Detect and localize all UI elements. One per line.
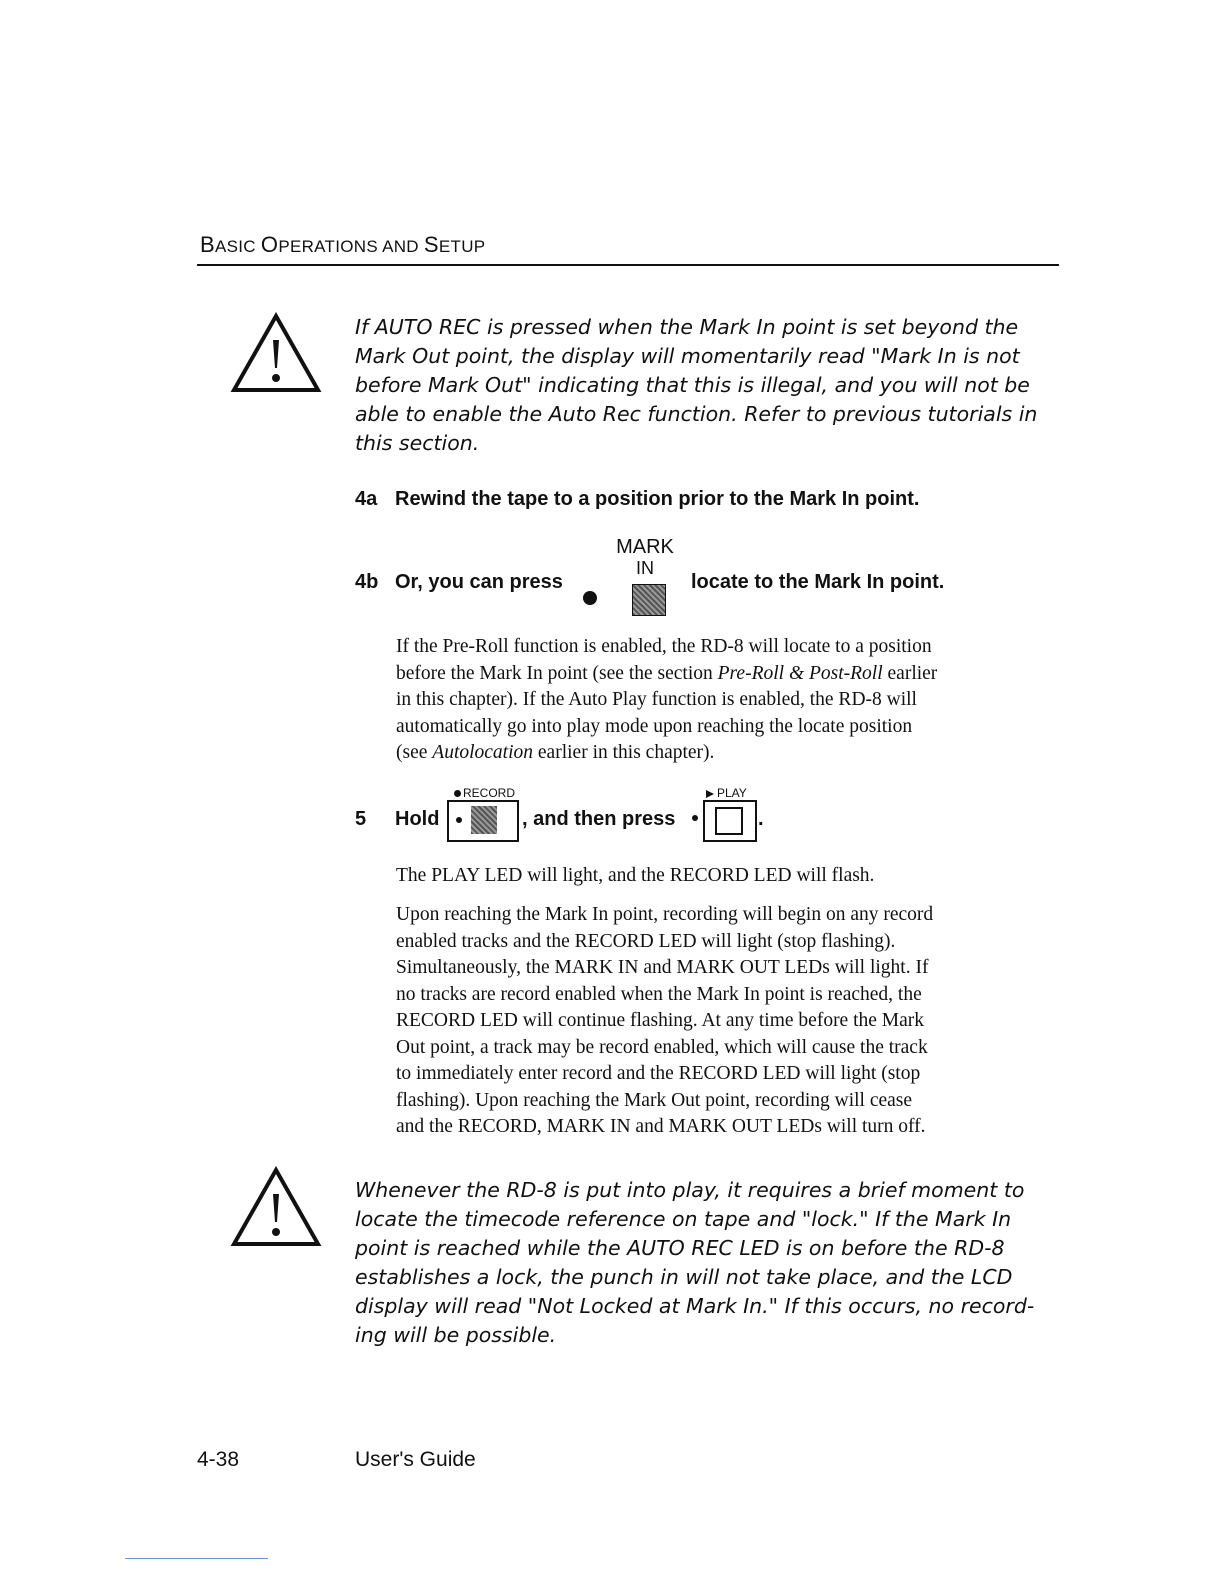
- mark-in-key-label: IN: [636, 558, 654, 578]
- paragraph-line: automatically go into play mode upon reaching the locate position: [396, 715, 913, 737]
- paragraph-line: Out point, a track may be record enabled, which will cause the track: [396, 1036, 928, 1058]
- section-header: [200, 232, 485, 258]
- title-capital: S: [423, 232, 439, 257]
- record-led-icon: [456, 817, 462, 823]
- note-line: display will read "Not Locked at Mark In." If this occurs, no record-: [355, 1294, 1035, 1318]
- warning-icon: [230, 1166, 322, 1248]
- note-line: before Mark Out" indicating that this is illegal, and you will not be: [355, 373, 1030, 397]
- title-smallcaps: ETUP: [438, 237, 486, 256]
- paragraph-line: before the Mark In point (see the section Pre-Roll & Post-Roll earlier: [396, 662, 938, 684]
- title-capital: O: [260, 232, 279, 257]
- header-rule: [197, 264, 1059, 266]
- mark-in-key-button[interactable]: [632, 584, 666, 616]
- section-title: [200, 232, 486, 257]
- paragraph-line: Upon reaching the Mark In point, recording will begin on any record: [396, 904, 934, 925]
- step-number-4a: 4a: [355, 488, 378, 510]
- record-key-face: [471, 806, 497, 834]
- paragraph-line: and the RECORD, MARK IN and MARK OUT LEDs will turn off.: [396, 1116, 926, 1137]
- title-capital: B: [200, 232, 215, 257]
- note-line: establishes a lock, the punch in will not take place, and the LCD: [355, 1265, 1013, 1289]
- play-key-face: [715, 807, 743, 835]
- note-line: ing will be possible.: [355, 1323, 557, 1347]
- mark-key-top-label: MARK: [616, 536, 674, 558]
- paragraph-preroll: [396, 634, 1076, 767]
- page-number: 4-38: [197, 1448, 240, 1471]
- paragraph-line: If the Pre-Roll function is enabled, the RD-8 will locate to a position: [396, 636, 932, 657]
- note-line: If AUTO REC is pressed when the Mark In point is set beyond the: [355, 315, 1019, 339]
- record-dot-icon: [454, 790, 461, 797]
- led-dot-icon: [583, 591, 597, 605]
- title-smallcaps: ASIC: [214, 237, 261, 256]
- play-key-button[interactable]: [703, 800, 757, 842]
- warning-icon: [230, 312, 322, 394]
- note-line: point is reached while the AUTO REC LED is on before the RD-8: [355, 1236, 1005, 1260]
- guide-label: User's Guide: [355, 1448, 476, 1471]
- record-key-button[interactable]: [447, 800, 519, 842]
- paragraph-line: enabled tracks and the RECORD LED will light (stop flashing).: [396, 930, 896, 952]
- play-key-label: [706, 786, 747, 800]
- warning-note-lock: [355, 1176, 1075, 1350]
- paragraph-line: to immediately enter record and the RECORD LED will light (stop: [396, 1063, 921, 1084]
- warning-note-auto-rec: [355, 313, 1075, 458]
- step-text-middle: , and then press: [522, 808, 676, 830]
- title-smallcaps: PERATIONS AND: [278, 237, 424, 256]
- note-line: this section.: [355, 431, 480, 455]
- record-key-label: [454, 786, 515, 800]
- paragraph-line: (see Autolocation earlier in this chapter).: [396, 742, 715, 763]
- step-text-end: .: [758, 808, 764, 830]
- note-line: able to enable the Auto Rec function. Refer to previous tutorials in: [355, 402, 1038, 426]
- note-line: Whenever the RD-8 is put into play, it requires a brief moment to: [355, 1178, 1025, 1202]
- step-number-4b: 4b: [355, 571, 379, 593]
- step-text-4b-after: locate to the Mark In point.: [691, 571, 945, 593]
- note-line: Mark Out point, the display will momentarily read "Mark In is not: [355, 344, 1020, 368]
- step-number-5: 5: [355, 808, 367, 830]
- play-label-text: PLAY: [717, 786, 747, 800]
- play-led-icon: [692, 815, 698, 821]
- paragraph-play-led: The PLAY LED will light, and the RECORD LED will flash.: [396, 865, 875, 886]
- paragraph-line: no tracks are record enabled when the Mark In point is reached, the: [396, 983, 922, 1005]
- record-label-text: RECORD: [463, 786, 516, 800]
- step-text-hold: Hold: [395, 808, 440, 830]
- paragraph-line: RECORD LED will continue flashing. At any time before the Mark: [396, 1010, 925, 1031]
- bottom-accent-line: [125, 1558, 268, 1559]
- paragraph-line: flashing). Upon reaching the Mark Out point, recording will cease: [396, 1089, 913, 1111]
- paragraph-recording: [396, 902, 1076, 1141]
- step-text-4b-before: Or, you can press: [395, 571, 563, 593]
- play-triangle-icon: [706, 790, 714, 798]
- paragraph-line: in this chapter). If the Auto Play function is enabled, the RD-8 will: [396, 689, 917, 710]
- paragraph-line: Simultaneously, the MARK IN and MARK OUT LEDs will light. If: [396, 957, 929, 978]
- step-text-4a: Rewind the tape to a position prior to the Mark In point.: [395, 488, 920, 510]
- note-line: locate the timecode reference on tape and "lock." If the Mark In: [355, 1207, 1012, 1231]
